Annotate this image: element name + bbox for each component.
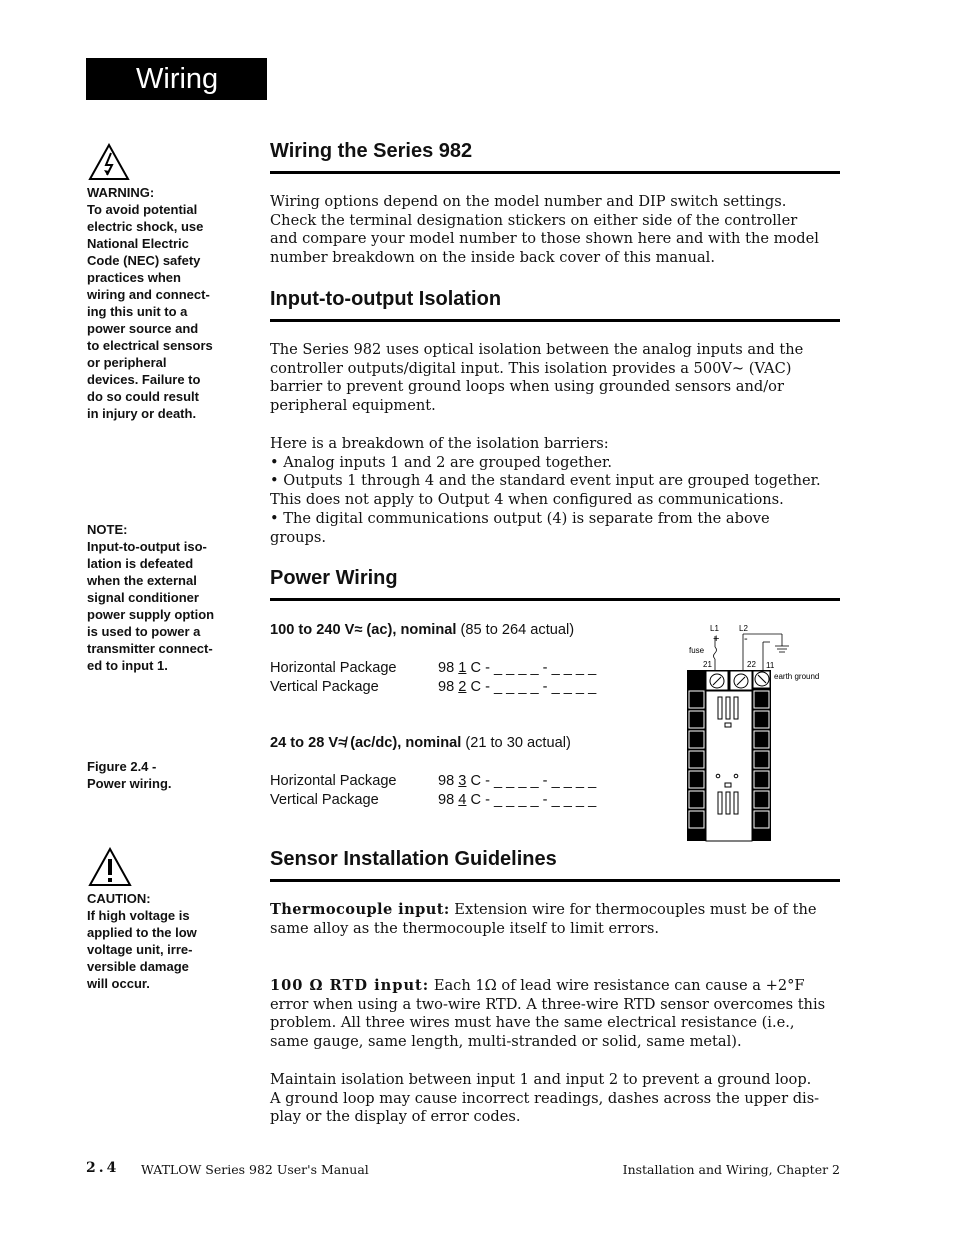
note-line: ed to input 1. — [87, 658, 168, 673]
warning-title: WARNING: — [87, 185, 155, 200]
warning-line: devices. Failure to — [87, 372, 201, 387]
warning-line: Code (NEC) safety — [87, 253, 201, 268]
dc-vertical-label: Vertical Package — [270, 792, 379, 808]
terminal-22-label: 22 — [747, 660, 756, 669]
isolation-note — [87, 521, 232, 674]
thermocouple-paragraph — [270, 901, 842, 938]
text-line: same gauge, same length, multi-stranded or solid, same metal). — [270, 1033, 742, 1051]
model-digit: 1 — [458, 660, 467, 676]
rtd-text: Each 1Ω of lead wire resistance can cause a +2°F — [429, 977, 805, 994]
warning-line: to electrical sensors — [87, 338, 213, 353]
model-prefix: 98 — [438, 660, 459, 676]
caution-line: voltage unit, irre- — [87, 942, 193, 957]
note-line: transmitter connect- — [87, 641, 213, 656]
text-line: groups. — [270, 528, 326, 546]
section-heading-sensor: Sensor Installation Guidelines — [270, 847, 840, 882]
ac-vertical-model — [438, 678, 596, 697]
dc-horizontal-model — [438, 772, 596, 791]
text-line: Here is a breakdown of the isolation barriers: — [270, 435, 609, 452]
section-heading-wiring: Wiring the Series 982 — [270, 139, 840, 174]
figure-caption-line: Power wiring. — [87, 776, 172, 791]
warning-line: power source and — [87, 321, 199, 336]
warning-line: wiring and connect- — [87, 287, 210, 302]
warning-line: or peripheral — [87, 355, 167, 370]
list-item: • Analog inputs 1 and 2 are grouped together. — [270, 453, 613, 471]
model-digit: 4 — [458, 792, 467, 808]
caution-line: versible damage — [87, 959, 189, 974]
model-suffix: C - _ _ _ _ - _ _ _ _ — [466, 660, 597, 676]
warning-line: National Electric — [87, 236, 189, 251]
warning-line: do so could result — [87, 389, 199, 404]
caution-exclamation-icon — [88, 847, 132, 887]
note-line: is used to power a — [87, 624, 201, 639]
note-line: power supply option — [87, 607, 215, 622]
caution-line: applied to the low — [87, 925, 197, 940]
warning-line: in injury or death. — [87, 406, 197, 421]
caution-line: will occur. — [87, 976, 150, 991]
text-line: controller outputs/digital input. This isolation provides a 500V~ (VAC) — [270, 359, 792, 377]
ac-horizontal-label: Horizontal Package — [270, 660, 397, 676]
dc-voltage-spec — [270, 734, 571, 753]
thermocouple-text: Extension wire for thermocouples must be of the — [449, 901, 817, 918]
section-heading-power: Power Wiring — [270, 566, 840, 601]
text-line: same alloy as the thermocouple itself to limit errors. — [270, 919, 660, 937]
earth-ground-label: earth ground — [774, 672, 820, 681]
caution-note — [87, 890, 232, 992]
section-heading-isolation: Input-to-output Isolation — [270, 287, 840, 322]
text-line — [270, 977, 842, 996]
page-number: 2.4 — [86, 1160, 120, 1176]
electric-shock-warning-icon — [88, 143, 130, 181]
ac-voltage-bold: 100 to 240 V≈ (ac), nominal — [270, 622, 457, 638]
isolation-paragraph-2 — [270, 435, 842, 547]
note-line: Input-to-output iso- — [87, 539, 207, 554]
terminal-21-label: 21 — [703, 660, 712, 669]
plus-label: + — [713, 633, 720, 645]
text-line: play or the display of error codes. — [270, 1108, 521, 1126]
terminal-11-label: 11 — [766, 661, 775, 670]
isolation-paragraph-1 — [270, 341, 842, 416]
fuse-label: fuse — [689, 646, 705, 655]
dc-horizontal-label: Horizontal Package — [270, 773, 397, 789]
model-digit: 3 — [458, 773, 467, 789]
text-line: Maintain isolation between input 1 and input 2 to prevent a ground loop. — [270, 1071, 812, 1088]
model-suffix: C - _ _ _ _ - _ _ _ _ — [466, 679, 597, 695]
dc-voltage-range: (21 to 30 actual) — [461, 735, 571, 751]
dc-voltage-bold: 24 to 28 V≉ (ac/dc), nominal — [270, 735, 462, 751]
text-line: problem. All three wires must have the same electrical resistance (i.e., — [270, 1014, 795, 1032]
text-line: number breakdown on the inside back cover of this manual. — [270, 249, 715, 267]
footer-manual-title: WATLOW Series 982 User's Manual — [141, 1162, 369, 1177]
figure-caption-line: Figure 2.4 - — [87, 759, 157, 774]
warning-line: To avoid potential — [87, 202, 198, 217]
l1-label: L1 — [710, 624, 719, 633]
ac-voltage-spec — [270, 621, 574, 640]
caution-title: CAUTION: — [87, 891, 151, 906]
page-tab-title: Wiring — [86, 58, 267, 100]
figure-caption — [87, 758, 232, 792]
warning-line: ing this unit to a — [87, 304, 188, 319]
text-line — [270, 901, 842, 920]
power-wiring-diagram — [680, 620, 830, 845]
warning-line: electric shock, use — [87, 219, 204, 234]
dc-vertical-model — [438, 791, 596, 810]
model-prefix: 98 — [438, 773, 459, 789]
note-line: lation is defeated — [87, 556, 194, 571]
caution-line: If high voltage is — [87, 908, 190, 923]
wiring-paragraph — [270, 193, 842, 268]
text-line: This does not apply to Output 4 when configured as communications. — [270, 491, 784, 509]
rtd-paragraph — [270, 977, 842, 1052]
footer-chapter: Installation and Wiring, Chapter 2 — [622, 1162, 840, 1177]
text-line: The Series 982 uses optical isolation between the analog inputs and the — [270, 341, 804, 358]
minus-label: - — [744, 633, 748, 645]
rtd-label: 100 Ω RTD input: — [270, 977, 430, 994]
note-line: signal conditioner — [87, 590, 199, 605]
ac-voltage-range: (85 to 264 actual) — [456, 622, 575, 638]
thermocouple-label: Thermocouple input: — [270, 901, 450, 918]
note-title: NOTE: — [87, 522, 128, 537]
ac-vertical-label: Vertical Package — [270, 679, 379, 695]
list-item: • The digital communications output (4) is separate from the above — [270, 509, 770, 527]
list-item: • Outputs 1 through 4 and the standard event input are grouped together. — [270, 472, 821, 490]
model-prefix: 98 — [438, 679, 459, 695]
text-line: barrier to prevent ground loops when using grounded sensors and/or — [270, 378, 784, 396]
warning-line: practices when — [87, 270, 181, 285]
l2-label: L2 — [739, 624, 748, 633]
model-suffix: C - _ _ _ _ - _ _ _ _ — [466, 792, 597, 808]
text-line: A ground loop may cause incorrect readings, dashes across the upper dis- — [270, 1089, 820, 1107]
ground-loop-paragraph — [270, 1071, 842, 1127]
text-line: Wiring options depend on the model number and DIP switch settings. — [270, 193, 787, 210]
model-digit: 2 — [458, 679, 467, 695]
model-suffix: C - _ _ _ _ - _ _ _ _ — [466, 773, 597, 789]
text-line: error when using a two-wire RTD. A three-wire RTD sensor overcomes this — [270, 995, 826, 1013]
text-line: Check the terminal designation stickers on either side of the controller — [270, 211, 798, 229]
warning-note — [87, 184, 232, 422]
text-line: and compare your model number to those shown here and with the model — [270, 230, 819, 248]
model-prefix: 98 — [438, 792, 459, 808]
ac-horizontal-model — [438, 659, 596, 678]
text-line: peripheral equipment. — [270, 397, 436, 415]
note-line: when the external — [87, 573, 197, 588]
